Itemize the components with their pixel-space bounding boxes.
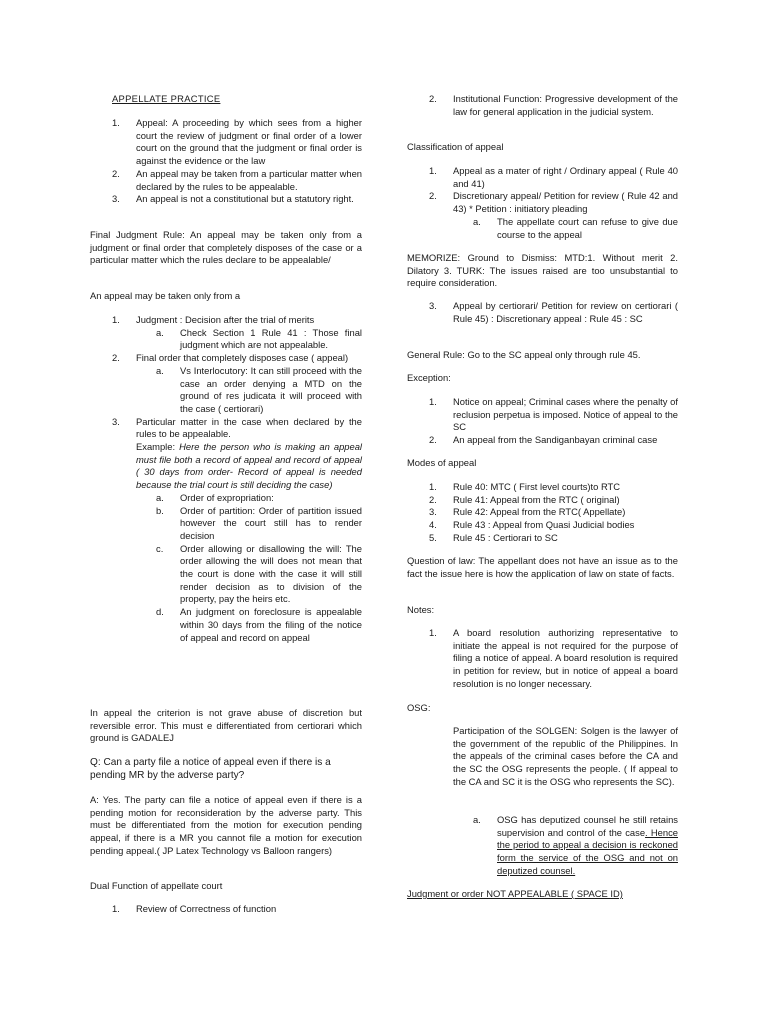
question-of-law: Question of law: The appellant does not have an issue as to the fact the issue here is how the application of law on state of facts. (407, 555, 678, 579)
sub-item: a. Order of expropriation: (156, 491, 274, 503)
list-item: 3. Particular matter in the case when declared by the rules to be appealable. Example: Here the person who is making an appeal must file both a record of appeal and record of appeal ( 30 days from order- Record of appeal is needed because the trial court is still deciding the case) (112, 415, 363, 491)
classification-list (407, 165, 678, 241)
exception-list (407, 396, 678, 447)
list-item: 1. A board resolution authorizing representative to initiate the appeal is not required for the purpose of filing a notice of appeal. A board resolution is required in petition for review, but in notice of appeal a board resolution is no longer necessary. (429, 627, 678, 689)
general-rule: General Rule: Go to the SC appeal only through rule 45. (407, 349, 641, 360)
institutional-function (407, 93, 678, 118)
sub-item: c. Order allowing or disallowing the will: The order allowing the will does not mean that the court is done with the case it will still render decision as to division of the property, pay the heirs etc. (156, 542, 362, 605)
sub-item: a. OSG has deputized counsel he still retains supervision and control of the case. Hence the period to appeal a decision is reckoned form the service of the OSG and not on deputized counsel. (473, 814, 678, 876)
intro-list (90, 117, 362, 206)
list-item: 3. Appeal by certiorari/ Petition for review on certiorari ( Rule 45) : Discretionary appeal : Rule 45 : SC (429, 300, 678, 324)
list-item: 2. An appeal may be taken from a particular matter when declared by the rules to be appealable. (112, 167, 362, 192)
list-item: 1. Review of Correctness of function (112, 903, 277, 914)
question-paragraph: Q: Can a party file a notice of appeal even if there is a pending MR by the adverse party? (90, 757, 331, 782)
list-item: 1. Rule 40: MTC ( First level courts)to RTC (429, 481, 621, 492)
list-item: 1. Appeal: A proceeding by which sees from a higher court the review of judgment or final order of a lower court on the ground that the judgment or final order is against the evidence or the law (112, 117, 362, 167)
list-item: 1. Appeal as a mater of right / Ordinary appeal ( Rule 40 and 41) (429, 165, 678, 189)
list-item: 2. Institutional Function: Progressive development of the law for general application in the judicial system. (429, 93, 678, 117)
list-item: 4. Rule 43 : Appeal from Quasi Judicial bodies (429, 519, 635, 531)
list-item: 2. Discretionary appeal/ Petition for review ( Rule 42 and 43) * Petition : initiatory pleading (429, 190, 678, 215)
classification-list-continued (407, 300, 678, 325)
sub-item: a. Check Section 1 Rule 41 : Those final judgment which are not appealable. (156, 326, 362, 351)
sub-item: a. Vs Interlocutory: It can still proceed with the case an order denying a MTD on the ground of res judicata it will proceed with the case ( certiorari) (156, 364, 362, 414)
sub-item: b. Order of partition: Order of partition issued however the court still has to render decision (156, 504, 362, 541)
list-item: 1. Judgment : Decision after the trial of merits (112, 314, 315, 325)
osg-paragraph: Participation of the SOLGEN: Solgen is the lawyer of the government of the republic of the Philippines. In the appeals of the criminal cases before the CA and the SC the OSG represents the people. ( If appeal to the CA and SC it is the OSG who represents the SC). (453, 725, 678, 787)
only-from-list (90, 314, 362, 644)
list-item: 2. An appeal from the Sandiganbayan criminal case (429, 434, 658, 446)
sub-item: a. The appellate court can refuse to give due course to the appeal (473, 215, 678, 240)
memorize-paragraph: MEMORIZE: Ground to Dismiss: MTD:1. Without merit 2. Dilatory 3. TURK: The issues raised are too unsubstantial to require consideration. (407, 252, 678, 289)
modes-heading: Modes of appeal (407, 457, 477, 468)
sub-item: d. An judgment on foreclosure is appealable within 30 days from the filing of the notice of appeal and record on appeal (156, 606, 362, 643)
criterion-paragraph: In appeal the criterion is not grave abuse of discretion but reversible error. This must e differentiated from certiorari which ground is GADALEJ (90, 707, 362, 744)
page-title: APPELLATE PRACTICE (112, 93, 221, 104)
osg-sub-list (407, 814, 678, 878)
final-judgment-rule: Final Judgment Rule: An appeal may be taken only from a judgment or final order that completely disposes of the case or a particular matter which the rules declare to be appealable/ (90, 229, 362, 266)
only-from-label: An appeal may be taken only from a (90, 290, 241, 301)
exception-heading: Exception: (407, 372, 451, 383)
osg-heading: OSG: (407, 702, 431, 713)
classification-heading: Classification of appeal (407, 141, 504, 152)
notes-list (407, 627, 678, 691)
list-item: 1. Notice on appeal; Criminal cases where the penalty of reclusion perpetua is imposed. Notice of appeal to the SC (429, 396, 678, 433)
list-item: 2. Rule 41: Appeal from the RTC ( original) (429, 493, 620, 505)
list-item: 3. An appeal is not a constitutional but a statutory right. (112, 193, 354, 205)
dual-function-list (90, 903, 362, 916)
list-item: 5. Rule 45 : Certiorari to SC (429, 531, 558, 543)
notes-heading: Notes: (407, 604, 435, 615)
modes-list (407, 481, 678, 545)
dual-function-heading: Dual Function of appellate court (90, 880, 223, 891)
list-item: 3. Rule 42: Appeal from the RTC( Appellate) (429, 506, 626, 518)
answer-paragraph: A: Yes. The party can file a notice of appeal even if there is a pending motion for reconsideration by the adverse party. This must be differentiated from the motion for execution pending appeal, if there is a MR you cannot file a motion for execution pending appeal.( JP Latex Technology vs Balloon rangers) (90, 794, 362, 856)
not-appealable-heading: Judgment or order NOT APPEALABLE ( SPACE ID) (407, 888, 623, 899)
list-item: 2. Final order that completely disposes case ( appeal) (112, 352, 349, 364)
